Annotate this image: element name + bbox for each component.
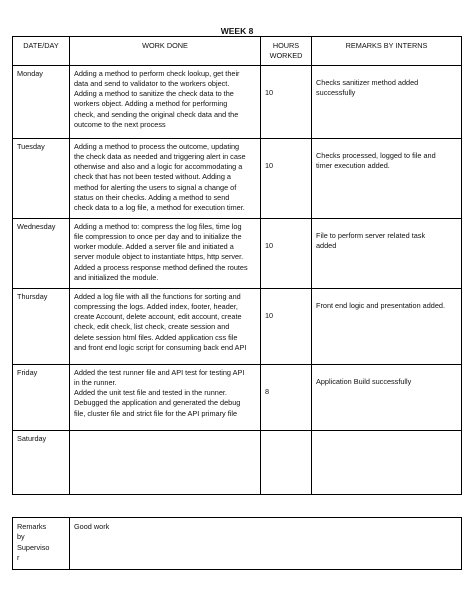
header-hours-line-1: HOURS xyxy=(272,41,300,50)
supervisor-label-cell xyxy=(13,518,70,570)
work-done-cell xyxy=(70,430,261,494)
supervisor-row xyxy=(13,518,462,570)
work-line: file, cluster file and strict file for the API primary file xyxy=(74,408,238,418)
header-hours-worked xyxy=(261,37,312,66)
table-row-thursday xyxy=(13,288,462,364)
hours-cell: 10 xyxy=(261,138,312,218)
hours-cell xyxy=(261,430,312,494)
supervisor-remarks-table xyxy=(12,517,462,570)
work-line: outcome to the next process xyxy=(74,120,166,130)
work-line: Adding a method to: compress the log files, time log xyxy=(74,221,242,231)
day-cell: Friday xyxy=(13,364,70,430)
day-cell: Tuesday xyxy=(13,138,70,218)
remarks-cell xyxy=(312,138,462,218)
work-line: Debugged the application and generated the debug xyxy=(74,398,241,408)
work-line: Adding a method to perform check lookup, get their xyxy=(74,68,240,78)
header-work-done: WORK DONE xyxy=(70,37,261,66)
remarks-line: Checks sanitizer method added xyxy=(316,77,419,87)
supervisor-label-line: by xyxy=(17,532,25,542)
work-line: Added the test runner file and API test for testing API xyxy=(74,367,245,377)
work-line: Added a process response method defined the routes xyxy=(74,262,248,272)
header-remarks: REMARKS BY INTERNS xyxy=(312,37,462,66)
hours-cell: 10 xyxy=(261,218,312,288)
remarks-line: Front end logic and presentation added. xyxy=(316,300,446,310)
remarks-line: timer execution added. xyxy=(316,160,390,170)
work-line: Added the unit test file and tested in the runner. xyxy=(74,388,227,398)
work-line: check, edit check, list check, create session and xyxy=(74,322,230,332)
work-line: the check data as needed and triggering alert in case xyxy=(74,151,246,161)
remarks-cell xyxy=(312,65,462,138)
header-date: DATE/DAY xyxy=(13,37,70,66)
work-line: compressing the logs. Added index, footer, header, xyxy=(74,301,238,311)
work-line: create Account, delete account, edit account, create xyxy=(74,312,242,322)
work-line: check data to a log file, a method for execution timer. xyxy=(74,203,245,213)
table-row-tuesday xyxy=(13,138,462,218)
remarks-cell xyxy=(312,430,462,494)
day-cell: Saturday xyxy=(13,430,70,494)
remarks-cell xyxy=(312,364,462,430)
supervisor-remark-cell: Good work xyxy=(70,518,462,570)
supervisor-label-line: Superviso xyxy=(17,542,50,552)
work-line: Adding a method to sanitize the check data to the xyxy=(74,89,234,99)
header-row xyxy=(13,37,462,66)
remarks-line: added xyxy=(316,240,337,250)
hours-cell: 10 xyxy=(261,288,312,364)
remarks-line: successfully xyxy=(316,87,356,97)
remarks-line: File to perform server related task xyxy=(316,230,426,240)
weekly-log-table xyxy=(12,36,462,495)
remarks-line: Checks processed, logged to file and xyxy=(316,150,436,160)
work-line: Added a log file with all the functions for sorting and xyxy=(74,291,241,301)
work-done-cell xyxy=(70,364,261,430)
table-row-saturday xyxy=(13,430,462,494)
work-line: workers object. Adding a method for performing xyxy=(74,99,228,109)
table-row-wednesday xyxy=(13,218,462,288)
header-hours-line-2: WORKED xyxy=(269,51,303,61)
work-line: worker module. Added a server file and initiated a xyxy=(74,242,234,252)
table-row-monday xyxy=(13,65,462,138)
work-line: check, and sending the original check data and the xyxy=(74,109,239,119)
hours-cell: 10 xyxy=(261,65,312,138)
work-line: status on their checks. Adding a method to send xyxy=(74,193,230,203)
work-line: otherwise and also and a logic for accommodating a xyxy=(74,162,243,172)
work-line: Adding a method to process the outcome, updating xyxy=(74,141,240,151)
work-line: and initialized the module. xyxy=(74,273,159,283)
day-cell: Wednesday xyxy=(13,218,70,288)
work-done-cell xyxy=(70,288,261,364)
day-cell: Thursday xyxy=(13,288,70,364)
hours-cell: 8 xyxy=(261,364,312,430)
work-done-cell xyxy=(70,138,261,218)
work-line: file compression to once per day and to initialize the xyxy=(74,231,242,241)
work-done-cell xyxy=(70,65,261,138)
work-line: method for alerting the users to signal a change of xyxy=(74,182,237,192)
table-row-friday xyxy=(13,364,462,430)
work-line: delete session html files. Added application css file xyxy=(74,332,238,342)
work-line: check that has not been tested without. Adding a xyxy=(74,172,231,182)
work-line: and front end logic script for consuming back end API xyxy=(74,343,247,353)
work-line: in the runner. xyxy=(74,377,117,387)
work-done-cell xyxy=(70,218,261,288)
work-line: data and send to validator to the workers object. xyxy=(74,78,230,88)
remarks-line: Application Build successfully xyxy=(316,376,412,386)
supervisor-label-line: Remarks xyxy=(17,522,47,531)
page-title: WEEK 8 xyxy=(220,26,254,36)
day-cell: Monday xyxy=(13,65,70,138)
supervisor-label-line: r xyxy=(17,552,20,562)
remarks-cell xyxy=(312,288,462,364)
work-line: server module object to instantiate https, http server. xyxy=(74,252,244,262)
remarks-cell xyxy=(312,218,462,288)
